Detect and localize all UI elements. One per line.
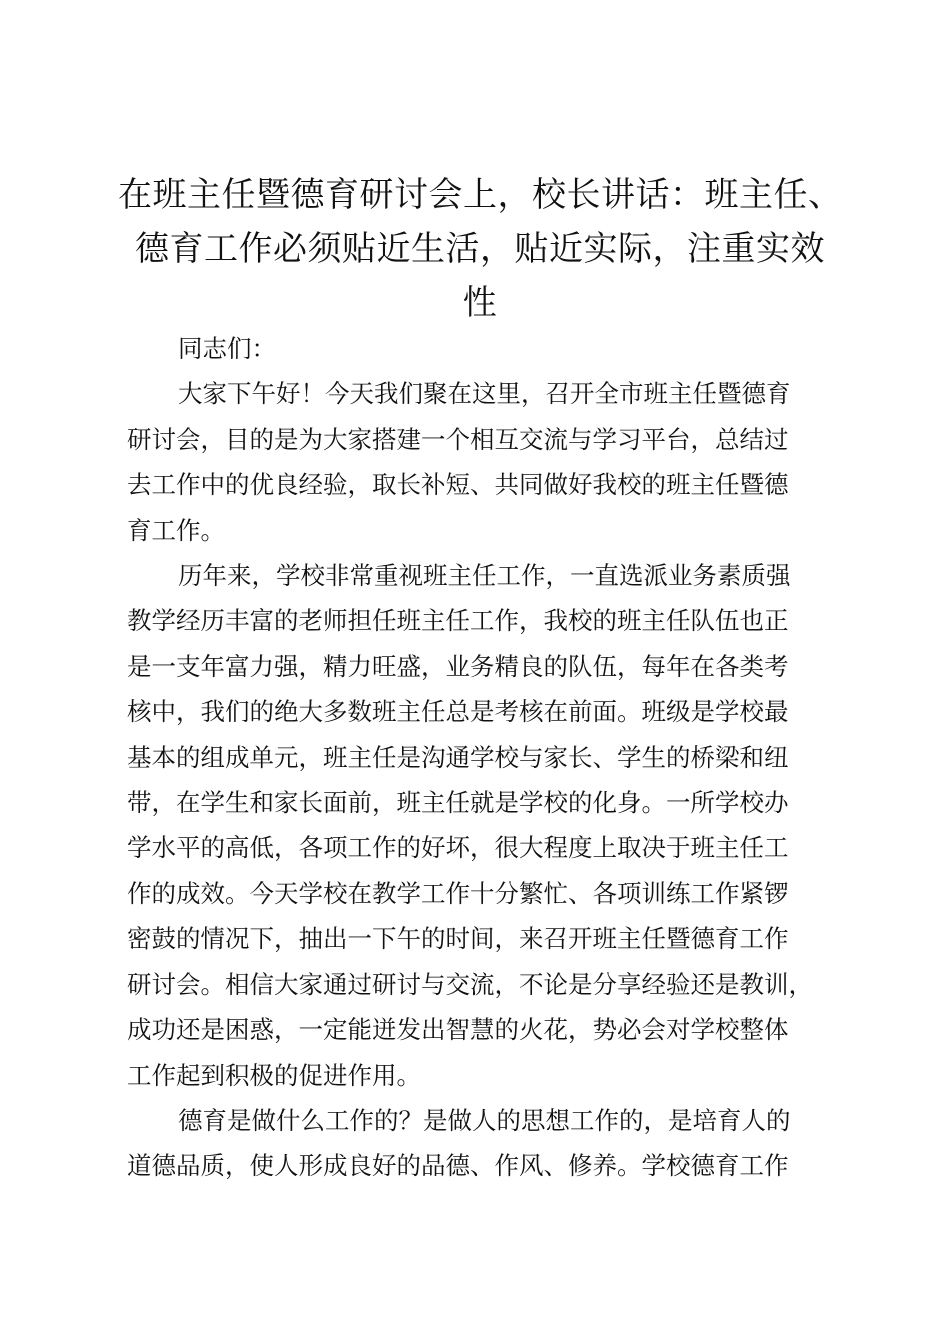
- body-paragraph: [127, 371, 839, 553]
- text-line: 教学经历丰富的老师担任班主任工作，我校的班主任队伍也正: [127, 606, 789, 636]
- text-line: 带，在学生和家长面前，班主任就是学校的化身。一所学校办: [127, 788, 789, 818]
- title-line: 性: [462, 283, 498, 323]
- body-paragraph: [127, 1098, 839, 1189]
- text-line: 密鼓的情况下，抽出一下午的时间，来召开班主任暨德育工作: [127, 924, 789, 954]
- title-line: 德育工作必须贴近生活，贴近实际，注重实效: [135, 229, 825, 269]
- text-line: 研讨会。相信大家通过研讨与交流，不论是分享经验还是教训，: [127, 969, 813, 999]
- title-line: 在班主任暨德育研讨会上，校长讲话：班主任、: [118, 175, 843, 215]
- salutation-paragraph: [127, 326, 839, 371]
- text-line: 作的成效。今天学校在教学工作十分繁忙、各项训练工作紧锣: [127, 878, 789, 908]
- text-line: 核中，我们的绝大多数班主任总是考核在前面。班级是学校最: [127, 697, 789, 727]
- text-line: 学水平的高低，各项工作的好坏，很大程度上取决于班主任工: [127, 833, 789, 863]
- text-line: 基本的组成单元，班主任是沟通学校与家长、学生的桥梁和纽: [127, 742, 789, 772]
- text-line: 同志们：: [178, 334, 276, 363]
- text-line: 大家下午好！今天我们聚在这里，召开全市班主任暨德育: [178, 379, 791, 409]
- text-line: 研讨会，目的是为大家搭建一个相互交流与学习平台，总结过: [127, 424, 789, 454]
- text-line: 去工作中的优良经验，取长补短、共同做好我校的班主任暨德: [127, 470, 789, 500]
- text-line: 历年来，学校非常重视班主任工作，一直选派业务素质强: [178, 561, 791, 591]
- text-line: 育工作。: [127, 515, 225, 545]
- text-line: 德育是做什么工作的？是做人的思想工作的，是培育人的: [178, 1105, 791, 1135]
- document-body: [127, 326, 839, 1189]
- text-line: 成功还是困惑，一定能迸发出智慧的火花，势必会对学校整体: [127, 1015, 789, 1045]
- text-line: 道德品质，使人形成良好的品德、作风、修养。学校德育工作: [127, 1151, 789, 1181]
- document-title: [118, 168, 842, 330]
- body-paragraph: [127, 553, 839, 1098]
- text-line: 工作起到积极的促进作用。: [127, 1060, 421, 1090]
- text-line: 是一支年富力强，精力旺盛，业务精良的队伍，每年在各类考: [127, 651, 789, 681]
